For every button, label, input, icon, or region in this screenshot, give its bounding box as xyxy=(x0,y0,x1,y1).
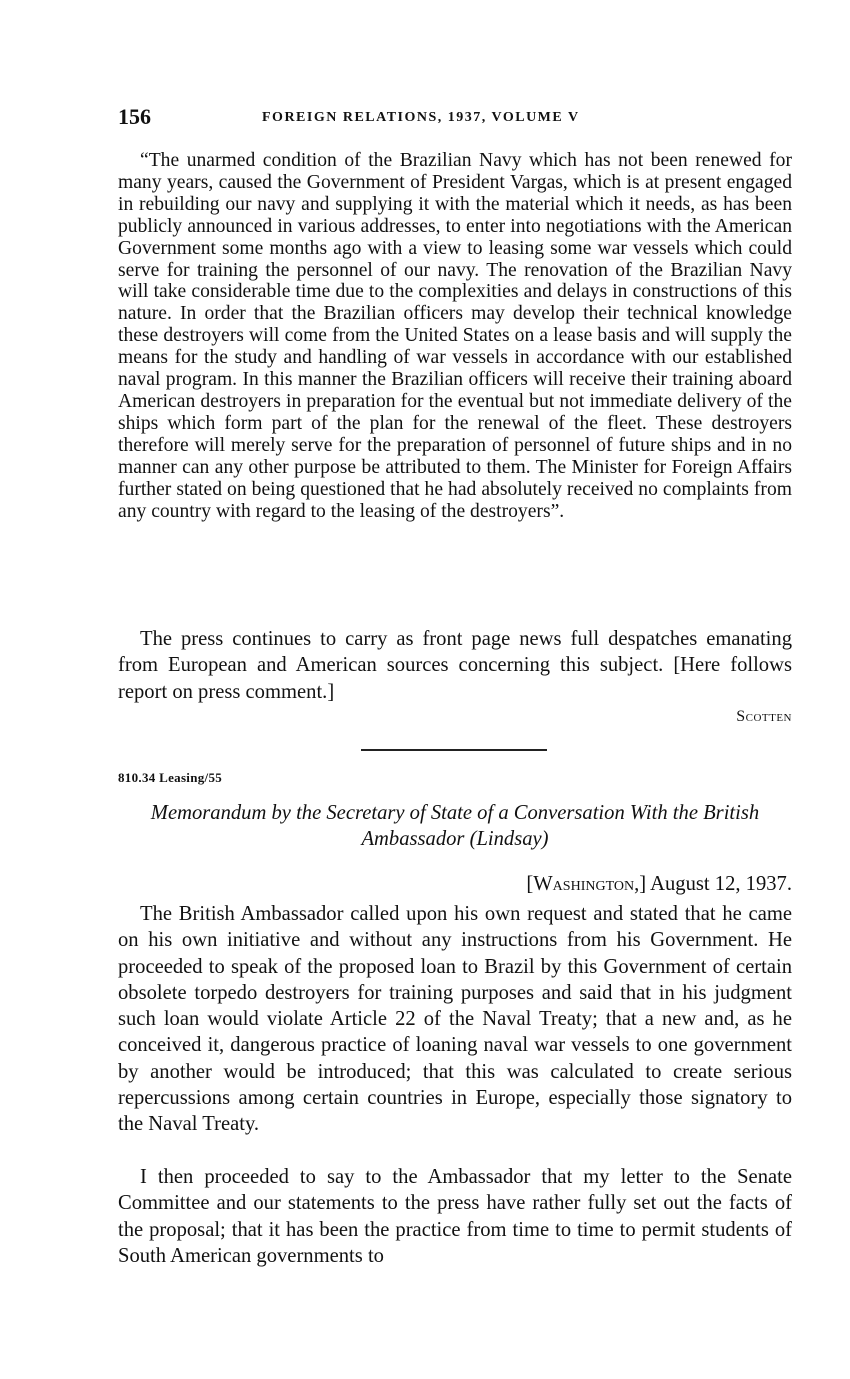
paragraph-ambassador-call: The British Ambassador called upon his own request and stated that he came on his own initiative and without any instructions from his Government. He proceeded to speak of the proposed loan to Brazil by this Government of certain obsolete torpedo destroyers for training purposes and said that in his judgment such loan would violate Article 22 of the Naval Treaty; that a new and, as he conceived it, dangerous practice of loaning naval war vessels to one government by another would be introduced; that this was calculated to create serious repercussions among certain countries in Europe, especially those signatory to the Naval Treaty. xyxy=(118,903,792,1136)
paragraph-secretary-response: I then proceeded to say to the Ambassador that my letter to the Senate Committee and our statements to the press have rather fully set out the facts of the proposal; that it has been the practice from time to time to permit students of South American governments to xyxy=(118,1166,792,1267)
signature: Scotten xyxy=(736,708,792,725)
page-header xyxy=(118,104,792,134)
press-paragraph: The press continues to carry as front page news full despatches emanating from European and American sources concerning this subject. [Here follows report on press comment.] xyxy=(118,628,792,703)
quoted-statement: “The unarmed condition of the Brazilian Navy which has not been renewed for many years, caused the Government of President Vargas, which is at present engaged in rebuilding our navy and supplying it with the material which it needs, as has been publicly announced in various addresses, to enter into negotiations with the American Government some months ago with a view to leasing some war vessels which could serve for training the personnel of our navy. The renovation of the Brazilian Navy will take considerable time due to the complexities and delays in constructions of this nature. In order that the Brazilian officers may develop their technical knowledge these destroyers will come from the United States on a lease basis and will supply the means for the study and handling of war vessels in accordance with our established naval program. In this manner the Brazilian officers will receive their training aboard American destroyers in preparation for the eventual but not immediate delivery of the ships which form part of the plan for the renewal of the fleet. These destroyers therefore will merely serve for the preparation of personnel of future ships and in no manner can any other purpose be attributed to them. The Minister for Foreign Affairs further stated on being questioned that he had absolutely received no complaints from any country with regard to the leasing of the destroyers”. xyxy=(118,150,792,522)
dateline xyxy=(526,873,792,896)
section-divider xyxy=(361,749,547,751)
file-reference: 810.34 Leasing/55 xyxy=(118,770,223,785)
dateline-place: [Washington,] xyxy=(526,873,647,895)
page-number: 156 xyxy=(118,104,151,129)
running-head: FOREIGN RELATIONS, 1937, VOLUME V xyxy=(262,110,580,125)
dateline-date: August 12, 1937. xyxy=(650,873,792,895)
document-title: Memorandum by the Secretary of State of a Conversation With the British Ambassador (Lindsay) xyxy=(150,802,760,850)
